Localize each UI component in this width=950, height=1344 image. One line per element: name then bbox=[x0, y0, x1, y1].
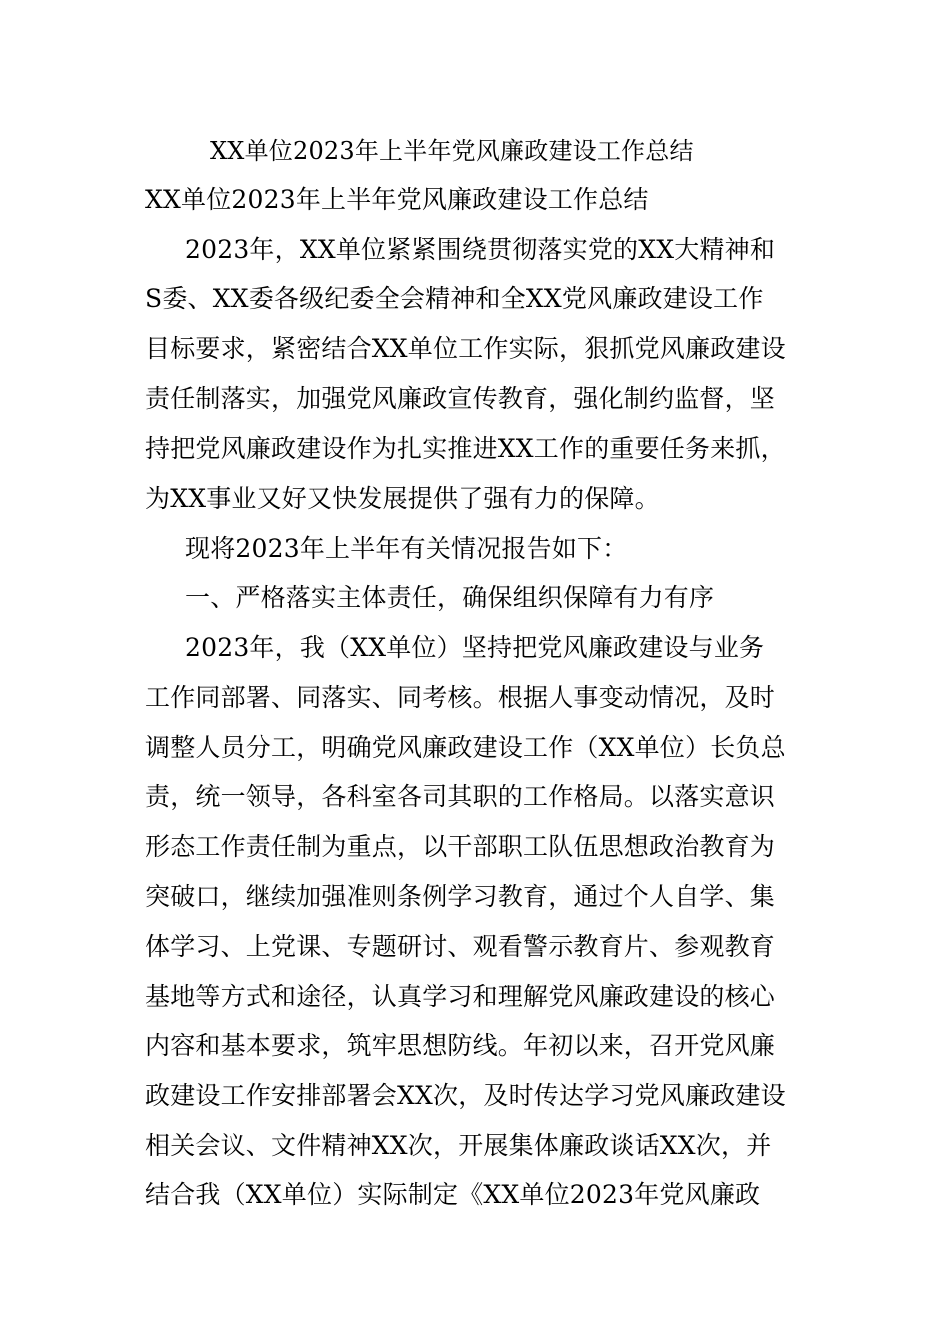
paragraph-line: 工作同部署、同落实、同考核。根据人事变动情况，及时 bbox=[145, 683, 776, 712]
paragraph-line: 体学习、上党课、专题研讨、观看警示教育片、参观教育 bbox=[145, 932, 776, 961]
paragraph-line: 目标要求，紧密结合XX单位工作实际，狠抓党风廉政建设 bbox=[145, 334, 786, 363]
paragraph-line: 结合我（XX单位）实际制定《XX单位2023年党风廉政 bbox=[145, 1180, 761, 1209]
paragraph-line: 内容和基本要求，筑牢思想防线。年初以来，召开党风廉 bbox=[145, 1031, 776, 1060]
paragraph-line: 持把党风廉政建设作为扎实推进XX工作的重要任务来抓， bbox=[145, 434, 786, 463]
paragraph-line: 基地等方式和途径，认真学习和理解党风廉政建设的核心 bbox=[145, 982, 776, 1011]
paragraph-line: 2023年，我（XX单位）坚持把党风廉政建设与业务 bbox=[185, 633, 765, 662]
paragraph-line: 现将2023年上半年有关情况报告如下： bbox=[185, 534, 628, 563]
paragraph-line: 2023年，XX单位紧紧围绕贯彻落实党的XX大精神和 bbox=[185, 235, 776, 264]
paragraph-line: 责，统一领导，各科室各司其职的工作格局。以落实意识 bbox=[145, 782, 776, 811]
paragraph-line: 形态工作责任制为重点，以干部职工队伍思想政治教育为 bbox=[145, 832, 776, 861]
paragraph-line: 突破口，继续加强准则条例学习教育，通过个人自学、集 bbox=[145, 882, 776, 911]
paragraph-line: S委、XX委各级纪委全会精神和全XX党风廉政建设工作 bbox=[145, 284, 764, 313]
paragraph-line: 为XX事业又好又快发展提供了强有力的保障。 bbox=[145, 484, 660, 513]
paragraph-line: 政建设工作安排部署会XX次，及时传达学习党风廉政建设 bbox=[145, 1081, 786, 1110]
section-heading: 一、严格落实主体责任，确保组织保障有力有序 bbox=[185, 583, 715, 612]
document-subtitle: XX单位2023年上半年党风廉政建设工作总结 bbox=[145, 185, 649, 214]
paragraph-line: 调整人员分工，明确党风廉政建设工作（XX单位）长负总 bbox=[145, 733, 786, 762]
paragraph-line: 责任制落实，加强党风廉政宣传教育，强化制约监督，坚 bbox=[145, 384, 776, 413]
paragraph-line: 相关会议、文件精神XX次，开展集体廉政谈话XX次，并 bbox=[145, 1131, 772, 1160]
document-title: XX单位2023年上半年党风廉政建设工作总结 bbox=[210, 137, 694, 165]
